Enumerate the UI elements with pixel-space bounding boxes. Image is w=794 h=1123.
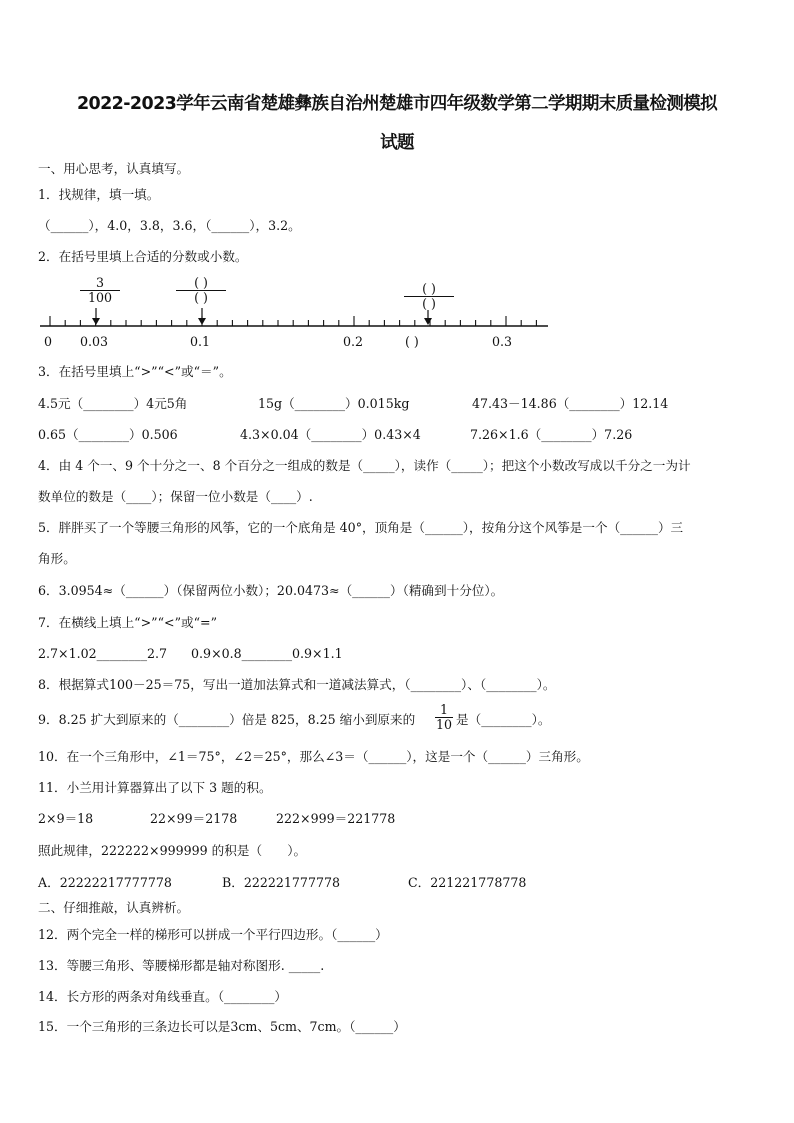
question-4-line-1: 4．由 4 个一、9 个十分之一、8 个百分之一组成的数是（_____），读作（_____）；把这个小数改写成以千分之一为计 bbox=[38, 458, 691, 473]
axis-label-blank: ( ) bbox=[405, 334, 419, 349]
question-1-stem: 1．找规律，填一填。 bbox=[38, 187, 160, 202]
question-8: 8．根据算式100－25＝75，写出一道加法算式和一道减法算式，（________）、（________）。 bbox=[38, 677, 556, 692]
axis-label-0.03: 0.03 bbox=[80, 334, 109, 349]
fraction-numerator: 1 bbox=[439, 702, 448, 717]
blank-fraction-denominator: ( ) bbox=[194, 290, 208, 305]
axis-label-0.3: 0.3 bbox=[492, 334, 513, 349]
question-13: 13．等腰三角形、等腰梯形都是轴对称图形. _____. bbox=[38, 958, 325, 973]
question-3-item: 47.43－14.86（________）12.14 bbox=[472, 396, 669, 411]
question-11-example: 22×99＝2178 bbox=[150, 811, 238, 826]
number-line-ticks bbox=[50, 316, 536, 326]
question-14: 14．长方形的两条对角线垂直。（________） bbox=[38, 989, 288, 1004]
axis-label-0.2: 0.2 bbox=[343, 334, 364, 349]
blank-fraction-denominator: ( ) bbox=[422, 296, 436, 311]
question-12: 12．两个完全一样的梯形可以拼成一个平行四边形。（______） bbox=[38, 927, 388, 942]
question-11-question: 照此规律，222222×999999 的积是（ ）。 bbox=[38, 843, 307, 858]
option-a: A．22222217777778 bbox=[38, 875, 172, 890]
question-3-item: 4.5元（________）4元5角 bbox=[38, 396, 188, 411]
question-1-sequence: （______），4.0，3.8，3.6，（______），3.2。 bbox=[38, 218, 301, 233]
question-10: 10．在一个三角形中，∠1＝75°，∠2＝25°，那么∠3＝（______），这是一个（______）三角形。 bbox=[38, 749, 589, 764]
arrow-to-0.1 bbox=[198, 308, 206, 325]
question-4-line-2: 数单位的数是（____）；保留一位小数是（____）. bbox=[38, 489, 313, 504]
section-heading-2: 二、仔细推敲，认真辨析。 bbox=[38, 900, 190, 915]
axis-label-0.1: 0.1 bbox=[190, 334, 211, 349]
question-3-item: 7.26×1.6（________）7.26 bbox=[470, 427, 633, 442]
section-heading-1: 一、用心思考，认真填写。 bbox=[38, 161, 190, 176]
axis-label-0: 0 bbox=[44, 334, 53, 349]
blank-fraction-numerator: ( ) bbox=[194, 275, 208, 290]
arrow-to-0.03 bbox=[92, 308, 100, 325]
question-3-item: 4.3×0.04（________）0.43×4 bbox=[240, 427, 421, 442]
page-title: 2022-2023学年云南省楚雄彝族自治州楚雄市四年级数学第二学期期末质量检测模拟 bbox=[76, 94, 718, 114]
fraction-denominator: 10 bbox=[435, 717, 453, 732]
question-5-line-2: 角形。 bbox=[38, 551, 76, 566]
question-11-example: 2×9＝18 bbox=[38, 811, 94, 826]
fraction-numerator: 3 bbox=[95, 275, 104, 290]
fraction-1-over-10 bbox=[435, 703, 453, 732]
page-title-continued: 试题 bbox=[380, 133, 414, 153]
question-2-stem: 2．在括号里填上合适的分数或小数。 bbox=[38, 249, 248, 264]
question-11-example: 222×999＝221778 bbox=[276, 811, 396, 826]
number-line bbox=[0, 0, 794, 360]
question-7-items: 2.7×1.02________2.7 0.9×0.8________0.9×1.1 bbox=[38, 646, 343, 661]
question-15: 15．一个三角形的三条边长可以是3cm、5cm、7cm。（______） bbox=[38, 1019, 406, 1034]
question-7-stem: 7．在横线上填上“>”“<”或“=” bbox=[38, 615, 218, 630]
option-c: C．221221778778 bbox=[408, 875, 527, 890]
question-11-stem: 11．小兰用计算器算出了以下 3 题的积。 bbox=[38, 780, 272, 795]
question-3-item: 0.65（________）0.506 bbox=[38, 427, 178, 442]
arrow-to-blank bbox=[424, 310, 432, 325]
question-3-stem: 3．在括号里填上“>”“<”或“＝”。 bbox=[38, 364, 232, 379]
question-6: 6．3.0954≈（______）（保留两位小数）；20.0473≈（______）（精确到十分位）。 bbox=[38, 583, 504, 598]
question-9-before: 9．8.25 扩大到原来的（________）倍是 825，8.25 缩小到原来的 bbox=[38, 712, 416, 727]
question-5-line-1: 5．胖胖买了一个等腰三角形的风筝，它的一个底角是 40°，顶角是（______），按角分这个风筝是一个（______）三 bbox=[38, 520, 684, 535]
blank-fraction-numerator: ( ) bbox=[422, 281, 436, 296]
question-3-item: 15g（________）0.015kg bbox=[258, 396, 410, 411]
option-b: B．222221777778 bbox=[222, 875, 340, 890]
question-9-after: 是（________）。 bbox=[456, 712, 551, 727]
fraction-denominator: 100 bbox=[87, 290, 113, 305]
